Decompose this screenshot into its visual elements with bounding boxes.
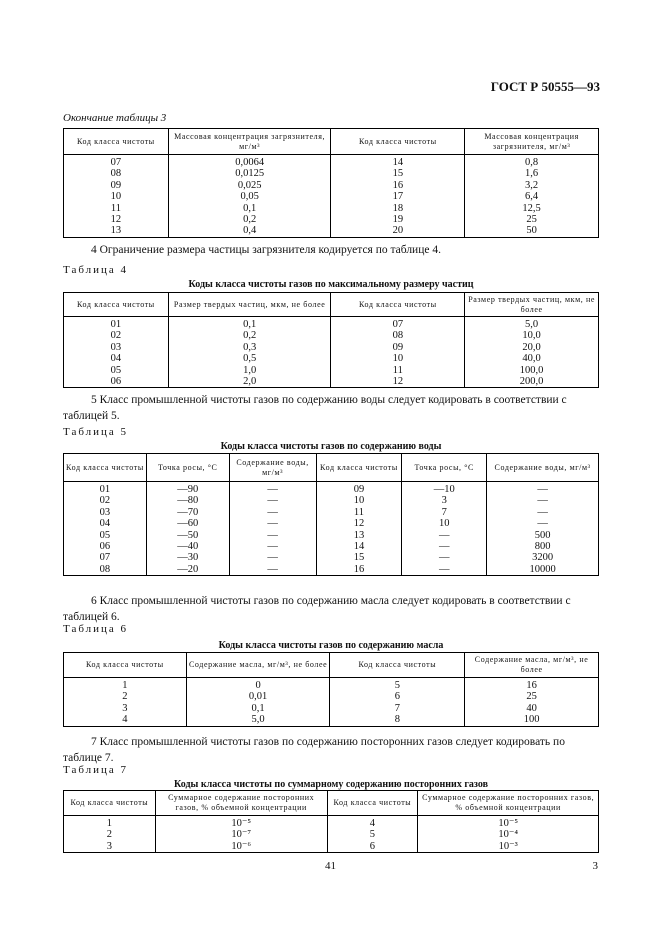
column-header: Код класса чистоты [64, 293, 169, 317]
paragraph-7 [63, 734, 599, 766]
table-cell: 06 [64, 376, 169, 388]
table-cell: 08 [64, 564, 147, 576]
table-cell: —60 [146, 518, 229, 529]
table-cell: 09 [331, 342, 465, 353]
paragraph-7-line2: таблице 7. [63, 752, 114, 764]
table-cell: 10⁻³ [418, 841, 599, 853]
table-cell: 0 [186, 678, 330, 692]
table-cell: 08 [331, 330, 465, 341]
paragraph-7-line1: 7 Класс промышленной чистоты газов по содержанию посторонних газов следует кодировать по [91, 736, 565, 748]
table-cell: 7 [402, 507, 487, 518]
table-cell: 4 [327, 816, 418, 830]
table-cell: —80 [146, 495, 229, 506]
column-header: Массовая концентрация загрязнителя, мг/м³ [465, 129, 599, 155]
table-cell: —20 [146, 564, 229, 576]
table-cell: 25 [465, 691, 599, 702]
table-cell: 800 [487, 541, 599, 552]
table-cell: 17 [331, 191, 465, 202]
table-cell: 05 [64, 365, 169, 376]
table-cell: 10⁻⁶ [155, 841, 327, 853]
paragraph-4-text: 4 Ограничение размера частицы загрязнителя кодируется по таблице 4. [91, 244, 441, 256]
column-header: Код класса чистоты [331, 293, 465, 317]
table-cell: 09 [64, 180, 169, 191]
table-cell: 14 [316, 541, 402, 552]
table-row [64, 168, 599, 179]
table-cell: 0,1 [186, 703, 330, 714]
column-header: Точка росы, °С [402, 454, 487, 482]
table-row [64, 714, 599, 726]
table-cell: 10 [402, 518, 487, 529]
column-header: Код класса чистоты [327, 791, 418, 816]
table-cell: 5,0 [465, 317, 599, 331]
table-cell: 5,0 [186, 714, 330, 726]
table-cell: 8 [330, 714, 465, 726]
table-cell: 1,6 [465, 168, 599, 179]
table-cell: 06 [64, 541, 147, 552]
table6-caption: Таблица 6 [63, 623, 129, 635]
table-row [64, 214, 599, 225]
table-cell: 11 [64, 203, 169, 214]
table-cell: 10,0 [465, 330, 599, 341]
table-cell: —70 [146, 507, 229, 518]
table-cell: — [229, 530, 316, 541]
table-cell: 25 [465, 214, 599, 225]
table-cell: 3 [64, 841, 156, 853]
table4-title: Коды класса чистоты газов по максимальному размеру частиц [188, 279, 474, 290]
table-cell: — [402, 564, 487, 576]
column-header: Точка росы, °С [146, 454, 229, 482]
table-cell: 08 [64, 168, 169, 179]
table-cell: 0,8 [465, 155, 599, 169]
table-cell: 07 [331, 317, 465, 331]
table-cell: 0,5 [168, 353, 331, 364]
column-header: Код класса чистоты [64, 791, 156, 816]
table-row [64, 691, 599, 702]
table-cell: 40,0 [465, 353, 599, 364]
table-row [64, 180, 599, 191]
table-cell: 0,01 [186, 691, 330, 702]
table-cell: 03 [64, 342, 169, 353]
table-cell: 1,0 [168, 365, 331, 376]
table-cell: 15 [331, 168, 465, 179]
paragraph-6-line1: 6 Класс промышленной чистоты газов по содержанию масла следует кодировать в соответствии с [91, 595, 571, 607]
table-cell: 20 [331, 225, 465, 237]
column-header: Размер твердых частиц, мкм, не более [465, 293, 599, 317]
table-cell: 5 [327, 829, 418, 840]
table7-caption: Таблица 7 [63, 764, 129, 776]
table-row [64, 203, 599, 214]
table-row [64, 353, 599, 364]
table-cell: — [487, 495, 599, 506]
column-header: Код класса чистоты [64, 454, 147, 482]
column-header: Код класса чистоты [316, 454, 402, 482]
table-cell: 09 [316, 482, 402, 496]
table-cell: 19 [331, 214, 465, 225]
table-cell: 3 [402, 495, 487, 506]
column-header: Суммарное содержание посторонних газов, % объемной концентрации [418, 791, 599, 816]
table-cell: —30 [146, 552, 229, 563]
table-row [64, 564, 599, 576]
table-cell: 11 [316, 507, 402, 518]
table-cell: 10⁻⁴ [418, 829, 599, 840]
table-cell: 5 [330, 678, 465, 692]
table-cell: 05 [64, 530, 147, 541]
table-row [64, 518, 599, 529]
table-cell: 0,0064 [168, 155, 331, 169]
table-row [64, 495, 599, 506]
paragraph-5-line2: таблицей 5. [63, 410, 120, 422]
table-row [64, 507, 599, 518]
table-cell: 04 [64, 518, 147, 529]
column-header: Код класса чистоты [330, 653, 465, 678]
table-cell: 11 [331, 365, 465, 376]
table-cell: 0,0125 [168, 168, 331, 179]
table-cell: 10000 [487, 564, 599, 576]
table-row [64, 317, 599, 331]
table-7 [63, 790, 599, 853]
table-cell: 13 [64, 225, 169, 237]
table-cell: — [487, 518, 599, 529]
table-row [64, 342, 599, 353]
table-cell: 01 [64, 482, 147, 496]
table-row [64, 376, 599, 388]
page-number: 41 [325, 860, 336, 872]
table-cell: 02 [64, 330, 169, 341]
table-cell: 12 [64, 214, 169, 225]
table-cell: 10⁻⁵ [155, 816, 327, 830]
table-cell: —10 [402, 482, 487, 496]
table5-caption: Таблица 5 [63, 426, 129, 438]
table-cell: 6 [327, 841, 418, 853]
column-header: Массовая концентрация загрязнителя, мг/м³ [168, 129, 331, 155]
table-cell: 15 [316, 552, 402, 563]
table-cell: 2,0 [168, 376, 331, 388]
table-cell: 0,1 [168, 317, 331, 331]
column-header: Код класса чистоты [331, 129, 465, 155]
table-cell: — [402, 552, 487, 563]
table-cell: 13 [316, 530, 402, 541]
paragraph-5-line1: 5 Класс промышленной чистоты газов по содержанию воды следует кодировать в соответствии с [91, 394, 567, 406]
paragraph-6 [63, 593, 599, 625]
table-row [64, 530, 599, 541]
table-4 [63, 292, 599, 388]
table-cell: 04 [64, 353, 169, 364]
table-cell: — [402, 530, 487, 541]
table-cell: 3,2 [465, 180, 599, 191]
table-cell: 6,4 [465, 191, 599, 202]
table-cell: 12 [316, 518, 402, 529]
table-cell: 10⁻⁵ [418, 816, 599, 830]
table-cell: 2 [64, 691, 187, 702]
table6-title: Коды класса чистоты газов по содержанию масла [218, 640, 444, 651]
paragraph-4 [63, 242, 599, 258]
table-row [64, 155, 599, 169]
table-cell: 14 [331, 155, 465, 169]
table-cell: 0,3 [168, 342, 331, 353]
table-cell: 0,025 [168, 180, 331, 191]
table-cell: 10 [316, 495, 402, 506]
table-cell: 100,0 [465, 365, 599, 376]
table-cell: — [229, 552, 316, 563]
column-header: Содержание масла, мг/м³, не более [465, 653, 599, 678]
table-cell: 1 [64, 678, 187, 692]
table-cell: — [229, 564, 316, 576]
table-cell: 12,5 [465, 203, 599, 214]
table-cell: 07 [64, 155, 169, 169]
standard-number: ГОСТ Р 50555—93 [490, 79, 600, 94]
table-cell: 200,0 [465, 376, 599, 388]
table-cell: — [229, 541, 316, 552]
table-cell: —50 [146, 530, 229, 541]
table5-title: Коды класса чистоты газов по содержанию воды [220, 441, 442, 452]
table-cell: —40 [146, 541, 229, 552]
table-cell: 3200 [487, 552, 599, 563]
table-cell: 16 [331, 180, 465, 191]
table-cell: 0,2 [168, 214, 331, 225]
paragraph-5 [63, 392, 599, 424]
table-cell: — [229, 482, 316, 496]
table-cell: 7 [330, 703, 465, 714]
table-cell: 02 [64, 495, 147, 506]
table-cell: 2 [64, 829, 156, 840]
table-cell: — [487, 507, 599, 518]
sheet-number: 3 [592, 860, 598, 872]
table-row [64, 552, 599, 563]
table-cell: 500 [487, 530, 599, 541]
table3-caption: Окончание таблицы 3 [63, 112, 167, 124]
table-row [64, 365, 599, 376]
table-row [64, 816, 599, 830]
table-row [64, 191, 599, 202]
table-row [64, 829, 599, 840]
table-cell: 16 [465, 678, 599, 692]
table-cell: 16 [316, 564, 402, 576]
table-row [64, 482, 599, 496]
table-cell: — [487, 482, 599, 496]
table-cell: — [229, 518, 316, 529]
table-row [64, 678, 599, 692]
table-cell: 6 [330, 691, 465, 702]
column-header: Содержание воды, мг/м³ [229, 454, 316, 482]
table-5 [63, 453, 599, 576]
column-header: Содержание воды, мг/м³ [487, 454, 599, 482]
table-row [64, 225, 599, 237]
table-cell: 10 [331, 353, 465, 364]
table-cell: 18 [331, 203, 465, 214]
table-cell: 0,4 [168, 225, 331, 237]
table7-title: Коды класса чистоты по суммарному содержанию посторонних газов [174, 779, 488, 790]
paragraph-6-line2: таблицей 6. [63, 611, 120, 623]
table-cell: 12 [331, 376, 465, 388]
table-cell: 40 [465, 703, 599, 714]
column-header: Код класса чистоты [64, 653, 187, 678]
table4-caption: Таблица 4 [63, 264, 129, 276]
table-cell: 01 [64, 317, 169, 331]
table-cell: 3 [64, 703, 187, 714]
table-cell: 20,0 [465, 342, 599, 353]
table-cell: 100 [465, 714, 599, 726]
table-cell: — [229, 495, 316, 506]
table-6 [63, 652, 599, 727]
table-cell: — [229, 507, 316, 518]
table-cell: 4 [64, 714, 187, 726]
table-cell: 03 [64, 507, 147, 518]
table-cell: 07 [64, 552, 147, 563]
table-row [64, 541, 599, 552]
table-cell: 1 [64, 816, 156, 830]
column-header: Код класса чистоты [64, 129, 169, 155]
table-cell: —90 [146, 482, 229, 496]
table-cell: 10⁻⁷ [155, 829, 327, 840]
table-cell: 50 [465, 225, 599, 237]
table-row [64, 841, 599, 853]
table-row [64, 703, 599, 714]
column-header: Размер твердых частиц, мкм, не более [168, 293, 331, 317]
table-cell: 0,1 [168, 203, 331, 214]
table-cell: 10 [64, 191, 169, 202]
table-cell: 0,05 [168, 191, 331, 202]
table-cell: 0,2 [168, 330, 331, 341]
column-header: Суммарное содержание посторонних газов, % объемной концентрации [155, 791, 327, 816]
table-3-continuation [63, 128, 599, 238]
table-cell: — [402, 541, 487, 552]
table-row [64, 330, 599, 341]
column-header: Содержание масла, мг/м³, не более [186, 653, 330, 678]
